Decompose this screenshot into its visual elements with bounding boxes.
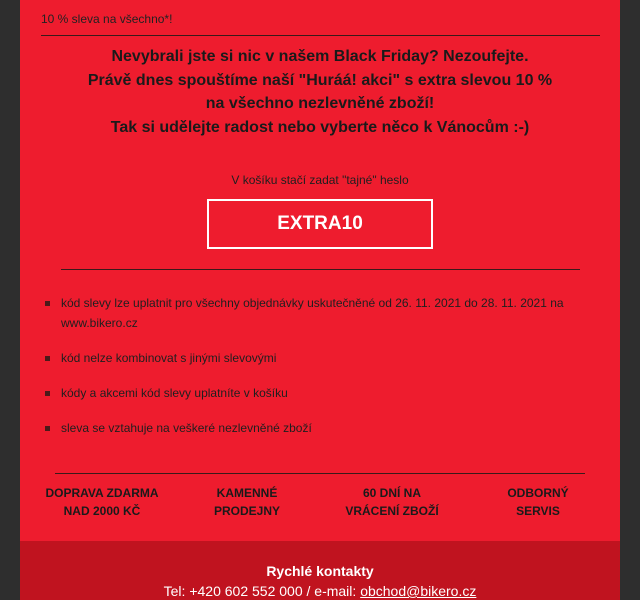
benefit-stores[interactable]	[172, 484, 322, 520]
email-body	[20, 0, 620, 600]
benefit-line-2: NAD 2000 KČ	[63, 504, 141, 518]
bullet-icon	[45, 356, 50, 361]
headline-line-3: na všechno nezlevněné zboží!	[205, 95, 435, 112]
terms-item	[45, 383, 610, 403]
headline-line-4: Tak si udělejte radost nebo vyberte něco k Vánocům :-)	[110, 118, 530, 136]
benefit-line-1: KAMENNÉ	[216, 486, 278, 500]
bullet-icon	[45, 426, 50, 431]
email-label: e-mail:	[314, 583, 357, 599]
terms-item-text: kód slevy lze uplatnit pro všechny objednávky uskutečněné od 26. 11. 2021 do 28. 11. 2021 na www.bikero.cz	[61, 296, 564, 330]
benefit-line-1: ODBORNÝ	[507, 486, 569, 500]
terms-item	[45, 293, 610, 333]
terms-item-text: kódy a akcemi kód slevy uplatníte v košíku	[61, 386, 288, 400]
terms-item-text: sleva se vztahuje na veškeré nezlevněné zboží	[61, 421, 312, 435]
terms-item	[45, 418, 610, 438]
footer-contacts-section	[20, 541, 620, 600]
divider-middle	[61, 269, 580, 270]
tel-label: Tel:	[163, 583, 186, 599]
bullet-icon	[45, 391, 50, 396]
headline-line-2: Právě dnes spouštíme naší "Huráá! akci" s extra slevou 10 %	[87, 71, 553, 89]
benefit-line-2: SERVIS	[516, 504, 560, 518]
footer-title: Rychlé kontakty	[266, 563, 374, 579]
benefit-returns[interactable]	[317, 484, 467, 520]
contact-separator: /	[306, 583, 311, 599]
benefit-line-1: 60 DNÍ NA	[362, 486, 421, 500]
benefit-free-shipping[interactable]	[27, 484, 177, 520]
footer-contact-line	[20, 583, 620, 599]
benefit-service[interactable]	[463, 484, 613, 520]
preheader-text: 10 % sleva na všechno*!	[41, 12, 173, 26]
benefit-line-2: VRÁCENÍ ZBOŽÍ	[345, 504, 439, 518]
benefit-line-1: DOPRAVA ZDARMA	[45, 486, 159, 500]
headline-line-1: Nevybrali jste si nic v našem Black Friday? Nezoufejte.	[111, 48, 529, 65]
coupon-code-box: EXTRA10	[207, 199, 433, 249]
code-hint: V košíku stačí zadat "tajné" heslo	[231, 173, 409, 187]
terms-item-text: kód nelze kombinovat s jinými slevovými	[61, 351, 277, 365]
headline	[20, 45, 620, 139]
divider-top	[41, 35, 600, 36]
terms-list	[45, 293, 610, 438]
terms-item	[45, 348, 610, 368]
email-link[interactable]: obchod@bikero.cz	[360, 583, 477, 599]
benefit-line-2: PRODEJNY	[213, 504, 281, 518]
bullet-icon	[45, 301, 50, 306]
divider-bottom	[55, 473, 585, 474]
tel-number[interactable]: +420 602 552 000	[189, 583, 303, 599]
